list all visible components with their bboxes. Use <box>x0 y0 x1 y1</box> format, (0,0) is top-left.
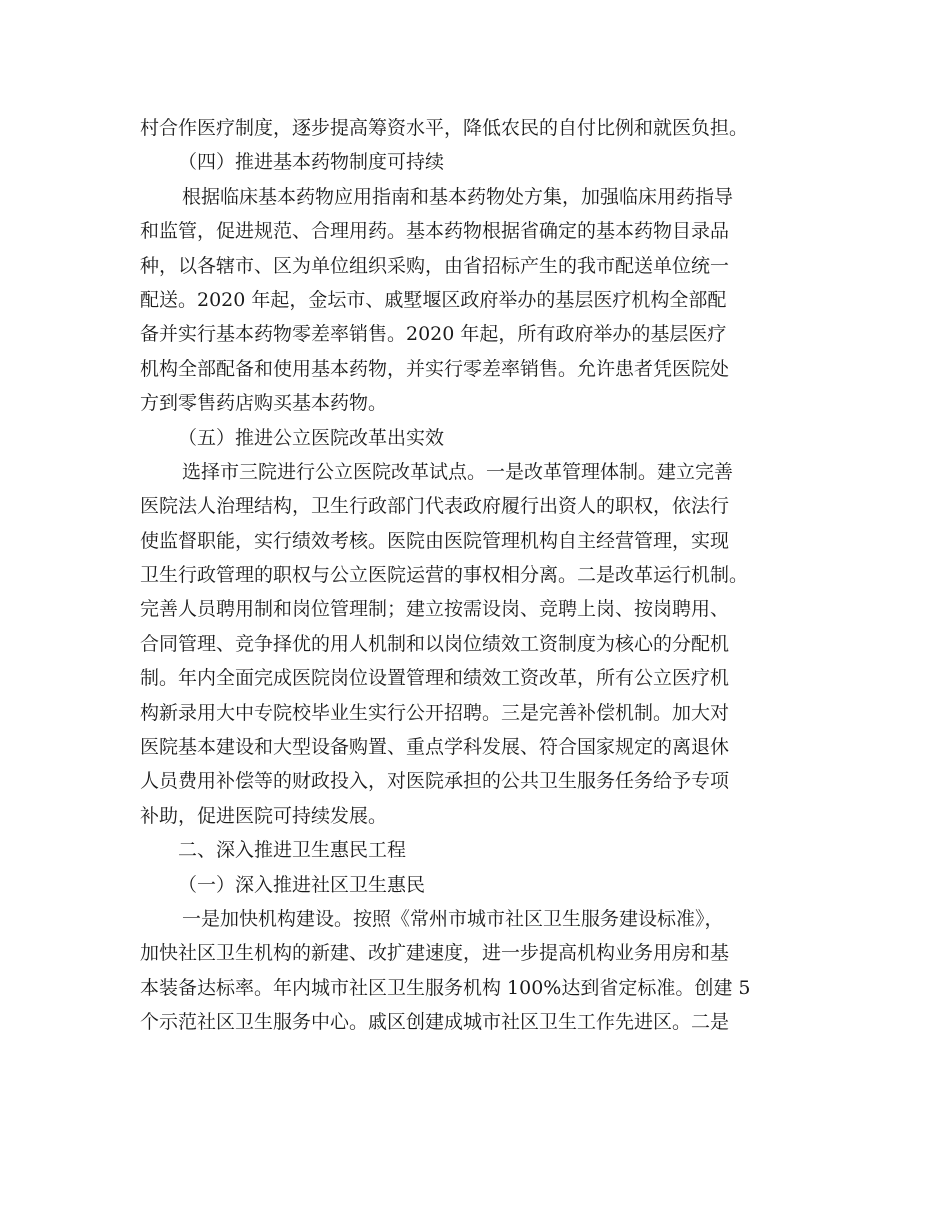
document-body <box>140 111 826 1040</box>
text-line: 本装备达标率。年内城市社区卫生服务机构 100%达到省定标准。创建 5 <box>140 976 751 999</box>
text-line: 使监督职能，实行绩效考核。医院由医院管理机构自主经营管理，实现 <box>140 529 730 552</box>
text-line: 完善人员聘用制和岗位管理制；建立按需设岗、竞聘上岗、按岗聘用、 <box>140 598 730 621</box>
text-line: 方到零售药店购买基本药物。 <box>140 392 388 415</box>
text-line: 构新录用大中专院校毕业生实行公开招聘。三是完善补偿机制。加大对 <box>140 701 730 724</box>
text-line: 医院基本建设和大型设备购置、重点学科发展、符合国家规定的离退休 <box>140 736 730 759</box>
text-line: 和监管，促进规范、合理用药。基本药物根据省确定的基本药物目录品 <box>140 220 730 243</box>
subsection-heading: （四）推进基本药物制度可持续 <box>178 151 445 174</box>
text-line: 选择市三院进行公立医院改革试点。一是改革管理体制。建立完善 <box>182 460 734 483</box>
text-line: 种，以各辖市、区为单位组织采购，由省招标产生的我市配送单位统一 <box>140 254 730 277</box>
text-line: 个示范社区卫生服务中心。戚区创建成城市社区卫生工作先进区。二是 <box>140 1011 730 1034</box>
text-line: 一是加快机构建设。按照《常州市城市社区卫生服务建设标准》， <box>182 907 724 930</box>
subsection-heading: （五）推进公立医院改革出实效 <box>178 426 445 449</box>
text-line: 补助，促进医院可持续发展。 <box>140 804 388 827</box>
text-line: 医院法人治理结构，卫生行政部门代表政府履行出资人的职权，依法行 <box>140 495 730 518</box>
section-heading: 二、深入推进卫生惠民工程 <box>178 839 407 862</box>
text-line: 制。年内全面完成医院岗位设置管理和绩效工资改革，所有公立医疗机 <box>140 667 730 690</box>
text-line: 备并实行基本药物零差率销售。2020 年起，所有政府举办的基层医疗 <box>140 323 727 346</box>
text-line: 卫生行政管理的职权与公立医院运营的事权相分离。二是改革运行机制。 <box>140 564 749 587</box>
text-line: 加快社区卫生机构的新建、改扩建速度，进一步提高机构业务用房和基 <box>140 942 730 965</box>
text-line: 人员费用补偿等的财政投入，对医院承担的公共卫生服务任务给予专项 <box>140 770 730 793</box>
text-line: 配送。2020 年起，金坛市、戚墅堰区政府举办的基层医疗机构全部配 <box>140 288 727 311</box>
subsection-heading: （一）深入推进社区卫生惠民 <box>178 873 426 896</box>
text-line: 机构全部配备和使用基本药物，并实行零差率销售。允许患者凭医院处 <box>140 357 730 380</box>
text-line: 根据临床基本药物应用指南和基本药物处方集，加强临床用药指导 <box>182 185 734 208</box>
text-line: 村合作医疗制度，逐步提高筹资水平，降低农民的自付比例和就医负担。 <box>140 117 749 139</box>
text-line: 合同管理、竞争择优的用人机制和以岗位绩效工资制度为核心的分配机 <box>140 632 730 655</box>
